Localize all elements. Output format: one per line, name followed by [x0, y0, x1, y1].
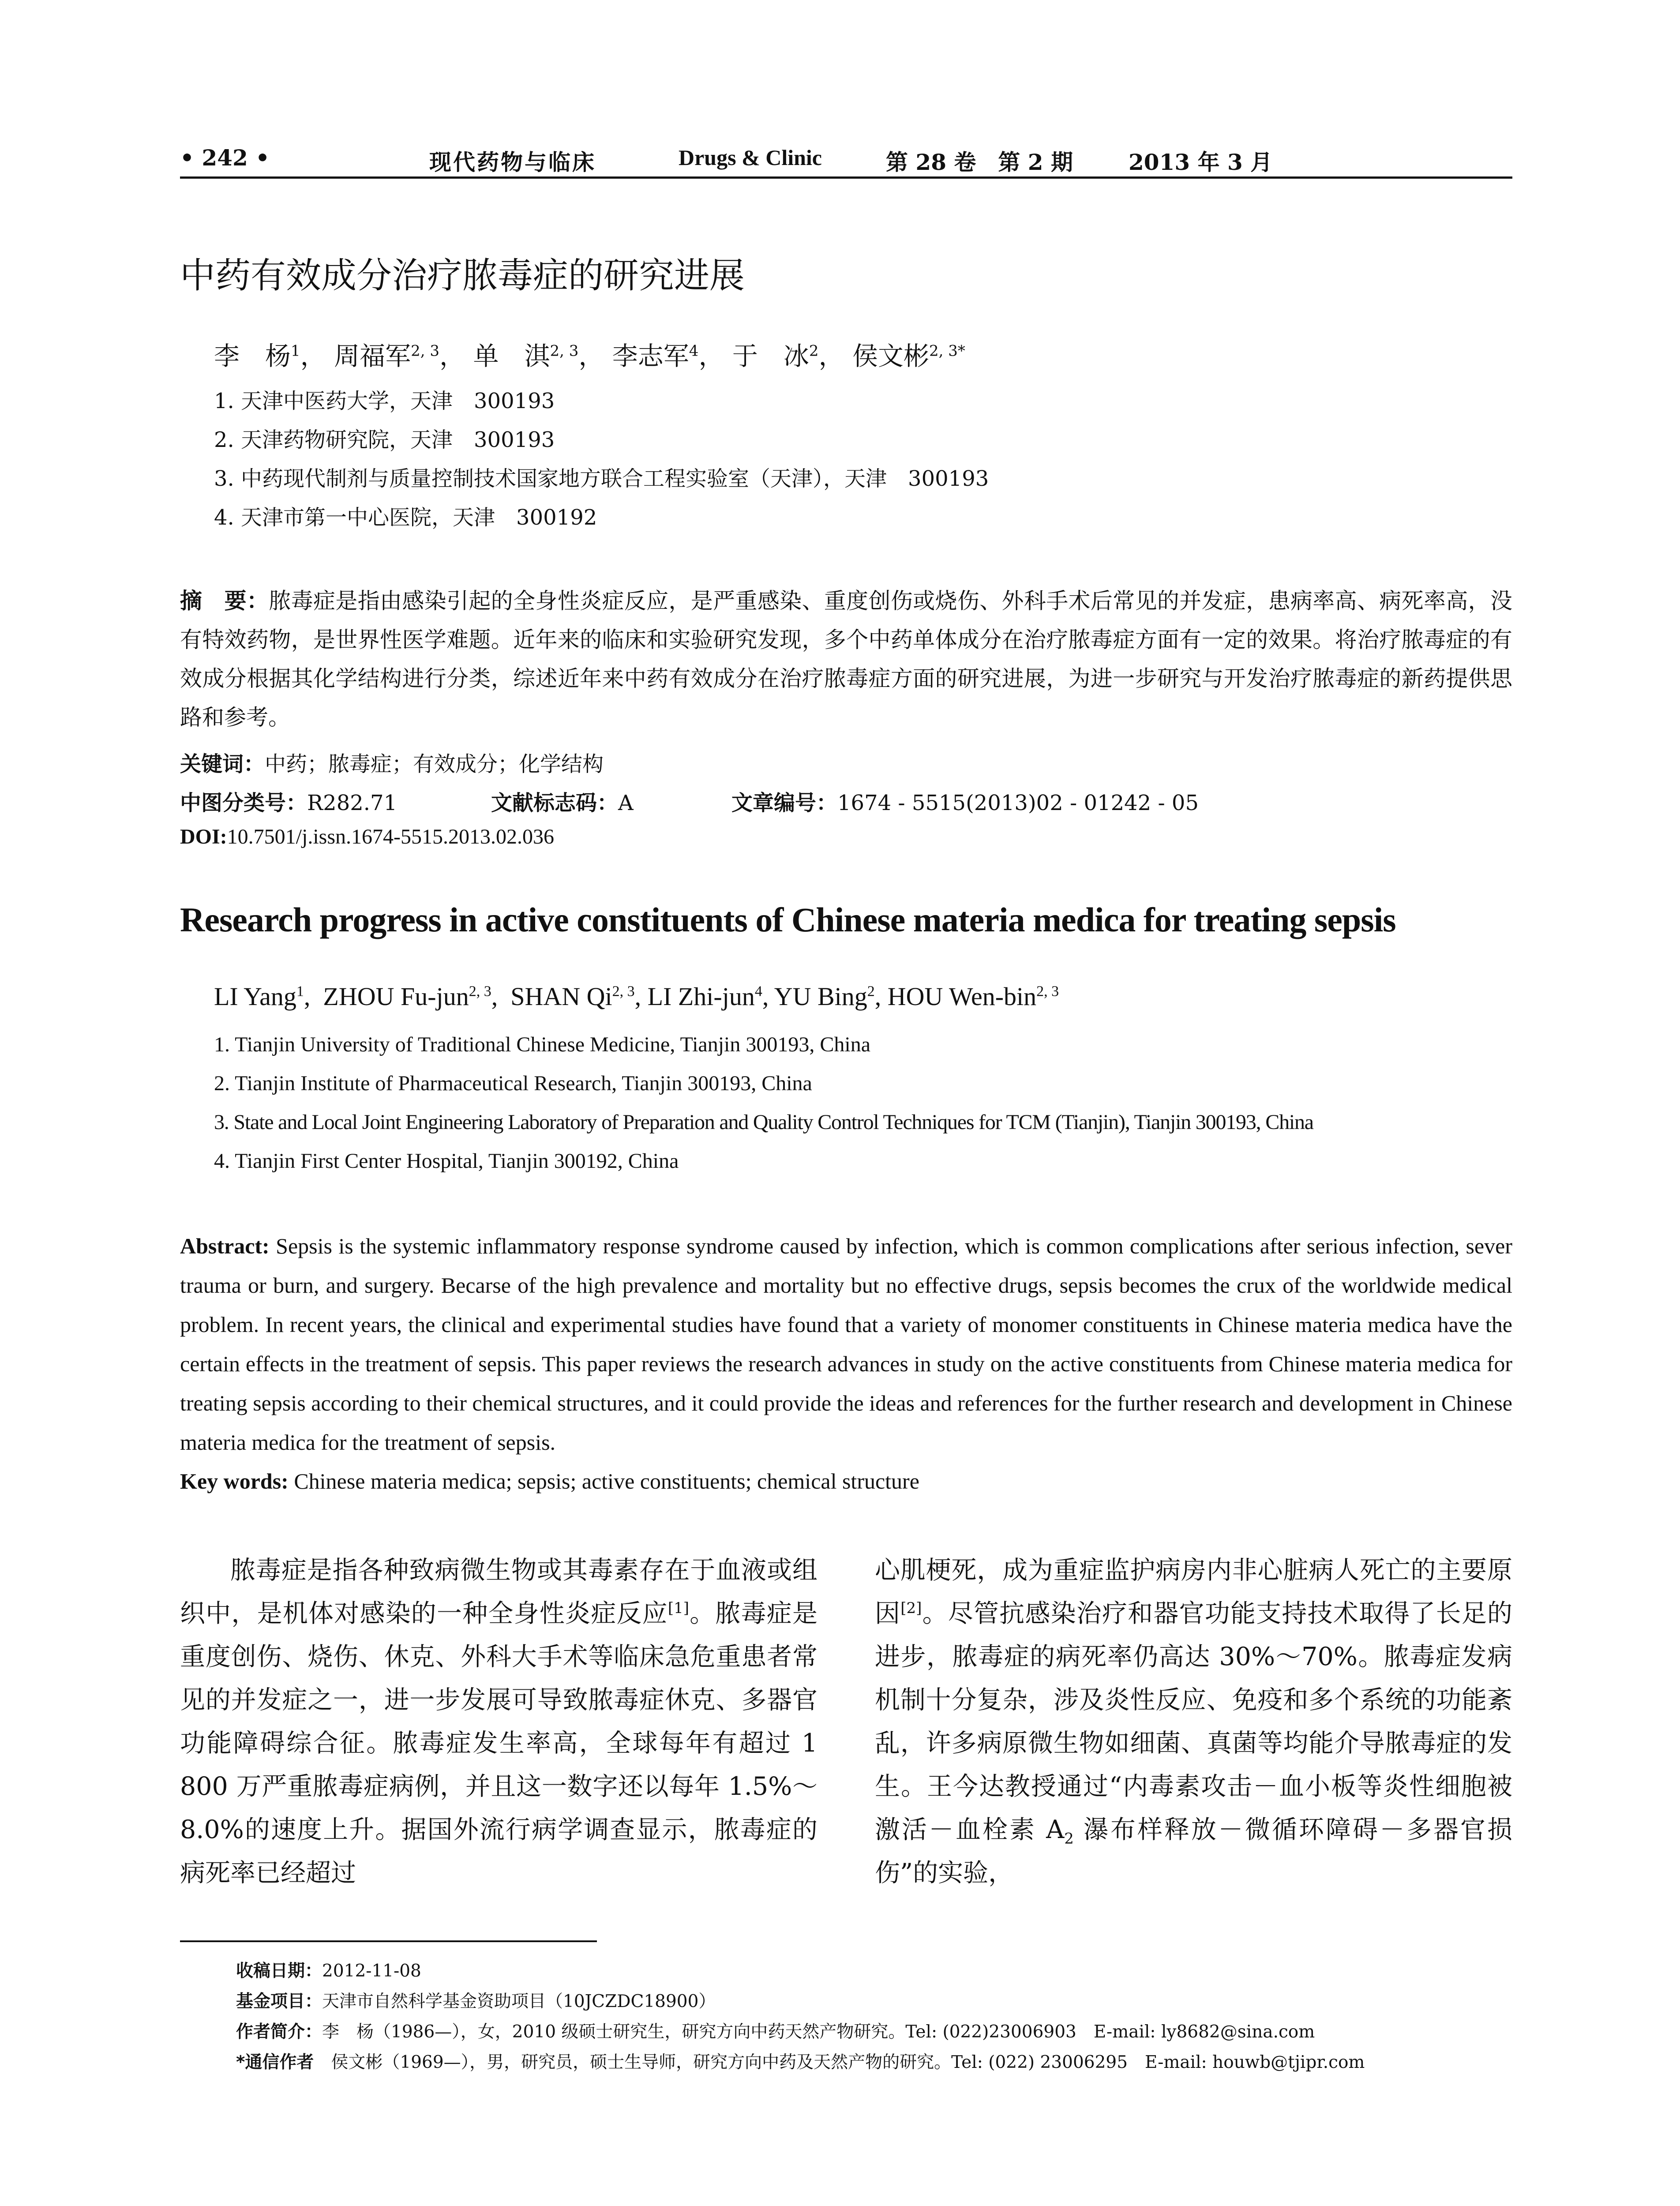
- keywords-cn: [180, 747, 604, 777]
- author-name: 周福军: [334, 341, 411, 371]
- author-affiliation-mark: 2: [867, 983, 875, 1000]
- running-header: [180, 140, 1512, 180]
- author-affiliation-mark: 4: [754, 983, 762, 1000]
- author-affiliation-mark: 4: [689, 342, 699, 360]
- author-name-en: HOU Wen-bin: [887, 982, 1037, 1011]
- author-affiliation-mark: 2, 3: [469, 983, 491, 1000]
- author-name-en: YU Bing: [774, 982, 867, 1011]
- author-affiliation-mark: 1: [291, 342, 300, 360]
- journal-name-cn: 现代药物与临床: [429, 150, 596, 175]
- author-affiliation-mark: 2, 3: [550, 342, 579, 360]
- author-name-en: ZHOU Fu-jun: [323, 982, 469, 1011]
- author-affiliation-mark: 2, 3: [1036, 983, 1059, 1000]
- clc-value: R282.71: [307, 791, 398, 815]
- affiliation-en: 4. Tianjin First Center Hospital, Tianjin 300192, China: [214, 1149, 679, 1173]
- keywords-cn-label: 关键词：: [180, 752, 265, 777]
- title-en: Research progress in active constituents of Chinese materia medica for treating sepsis: [180, 900, 1396, 939]
- classification-line: [180, 786, 1512, 817]
- body-column-left: 脓毒症是指各种致病微生物或其毒素存在于血液或组织中，是机体对感染的一种全身性炎症反应[1]。脓毒症是重度创伤、烧伤、休克、外科大手术等临床急危重患者常见的并发症之一，进一步发展可导致脓毒症休克、多器官功能障碍综合征。脓毒症发生率高，全球每年有超过 1 800 万严重脓毒症病例，并且这一数字还以每年 1.5%～8.0%的速度上升。据国外流行病学调查显示，脓毒症的病死率已经超过: [180, 1556, 818, 1887]
- author-affiliation-mark: 2: [809, 342, 819, 360]
- doi-line: [180, 825, 554, 849]
- doi-value[interactable]: 10.7501/j.issn.1674-5515.2013.02.036: [227, 825, 555, 848]
- keywords-cn-text: 中药；脓毒症；有效成分；化学结构: [265, 752, 604, 777]
- issue-date: 2013 年 3 月: [1129, 149, 1273, 175]
- footnote-received: 收稿日期：2012-11-08: [236, 1961, 421, 1981]
- authors-en: LI Yang$^1$, ZHOU Fu-jun$^{2, 3}$, SHAN Qi$^{2, 3}$, LI Zhi-jun$^4$, YU Bing$^2$, HOU Wen-bin$^{2, 3}$: [214, 982, 1059, 1011]
- author-name: 于 冰: [732, 341, 809, 371]
- footnote-author-bio: 作者简介：李 杨（1986—），女，2010 级硕士研究生，研究方向中药天然产物研究。Tel: (022)23006903 E-mail: ly8682@sina.com: [236, 2022, 1315, 2042]
- page-number: • 242 •: [180, 145, 270, 171]
- clc-label: 中图分类号：: [180, 791, 308, 815]
- keywords-en: [180, 1468, 919, 1494]
- author-affiliation-mark: 1: [296, 983, 304, 1000]
- volume-issue: 第 28 卷 第 2 期: [886, 149, 1073, 175]
- affiliation-cn: 2. 天津药物研究院，天津 300193: [214, 428, 555, 452]
- affiliation-cn: 4. 天津市第一中心医院，天津 300192: [214, 505, 597, 530]
- footnote-fund: 基金项目：天津市自然科学基金资助项目（10JCZDC18900）: [236, 1992, 716, 2011]
- citation-ref[interactable]: [2]: [900, 1599, 922, 1617]
- title-cn: 中药有效成分治疗脓毒症的研究进展: [180, 255, 745, 296]
- author-name: 单 淇: [473, 341, 550, 371]
- doc-code-value: A: [618, 791, 634, 815]
- abstract-cn: [180, 582, 1512, 737]
- footnote-corresponding-author: *通信作者 侯文彬（1969—），男，研究员，硕士生导师，研究方向中药及天然产物的研究。Tel: (022) 23006295 E-mail: houwb@tjipr.com: [236, 2052, 1365, 2072]
- abstract-en-text: Sepsis is the systemic inflammatory response syndrome caused by infection, which is common complications after serious infection, sever trauma or burn, and surgery. Becarse of the high prevalence and mortality but no effective drugs, sepsis becomes the crux of the worldwide medical problem. In recent years, the clinical and experimental studies have found that a variety of monomer constituents in Chinese materia medica have the certain effects in the treatment of sepsis. This paper reviews the research advances in study on the active constituents from Chinese materia medica for treating sepsis according to their chemical structures, and it could provide the ideas and references for the further research and development in Chinese materia medica for the treatment of sepsis.: [180, 1234, 1512, 1455]
- article-number-label: 文章编号：: [731, 791, 838, 815]
- abstract-cn-text: 脓毒症是指由感染引起的全身性炎症反应，是严重感染、重度创伤或烧伤、外科手术后常见的并发症，患病率高、病死率高，没有特效药物，是世界性医学难题。近年来的临床和实验研究发现，多个中药单体成分在治疗脓毒症方面有一定的效果。将治疗脓毒症的有效成分根据其化学结构进行分类，综述近年来中药有效成分在治疗脓毒症方面的研究进展，为进一步研究与开发治疗脓毒症的新药提供思路和参考。: [180, 588, 1513, 730]
- affiliation-en: 1. Tianjin University of Traditional Chinese Medicine, Tianjin 300193, China: [214, 1033, 871, 1056]
- body-column-right: 心肌梗死，成为重症监护病房内非心脏病人死亡的主要原因[2]。尽管抗感染治疗和器官功能支持技术取得了长足的进步，脓毒症的病死率仍高达 30%～70%。脓毒症发病机制十分复杂，涉及炎性反应、免疫和多个系统的功能紊乱，许多病原微生物如细菌、真菌等均能介导脓毒症的发生。王今达教授通过“内毒素攻击－血小板等炎性细胞被激活－血栓素 $A_2$ 瀑布样释放－微循环障碍－多器官损伤”的实验，: [875, 1556, 1513, 1887]
- author-affiliation-mark: 2, 3: [612, 983, 635, 1000]
- affiliation-cn: 1. 天津中医药大学，天津 300193: [214, 389, 555, 413]
- journal-name-en: Drugs & Clinic: [679, 145, 822, 170]
- abstract-en-label: Abstract:: [180, 1234, 270, 1258]
- affiliation-en: 3. State and Local Joint Engineering Laboratory of Preparation and Quality Control Techniques for TCM (Tianjin), Tianjin 300193, China: [214, 1111, 1313, 1134]
- footnote-rule: [180, 1940, 597, 1942]
- author-affiliation-mark: 2, 3*: [929, 342, 965, 360]
- doi-label: DOI:: [180, 825, 227, 848]
- doc-code-label: 文献标志码：: [491, 791, 619, 815]
- author-name-en: LI Zhi-jun: [647, 982, 755, 1011]
- article-number-value: 1674 - 5515(2013)02 - 01242 - 05: [837, 791, 1199, 815]
- keywords-en-text: Chinese materia medica; sepsis; active constituents; chemical structure: [288, 1469, 919, 1493]
- abstract-en: [180, 1227, 1512, 1462]
- author-affiliation-mark: 2, 3: [411, 342, 439, 360]
- authors-cn: 李 杨$^1$， 周福军$^{2, 3}$， 单 淇$^{2, 3}$， 李志军$^4$， 于 冰$^2$， 侯文彬$^{2, 3*}$: [214, 341, 965, 371]
- citation-ref[interactable]: [1]: [668, 1599, 689, 1617]
- author-name: 李 杨: [214, 341, 291, 371]
- keywords-en-label: Key words:: [180, 1469, 289, 1493]
- header-rule: [180, 176, 1512, 179]
- author-name: 李志军: [612, 341, 689, 371]
- author-name-en: SHAN Qi: [510, 982, 612, 1011]
- abstract-cn-label: 摘 要：: [180, 588, 269, 614]
- author-name-en: LI Yang: [214, 982, 296, 1011]
- author-name: 侯文彬: [852, 341, 929, 371]
- affiliation-cn: 3. 中药现代制剂与质量控制技术国家地方联合工程实验室（天津），天津 300193: [214, 466, 989, 491]
- affiliation-en: 2. Tianjin Institute of Pharmaceutical Research, Tianjin 300193, China: [214, 1072, 812, 1095]
